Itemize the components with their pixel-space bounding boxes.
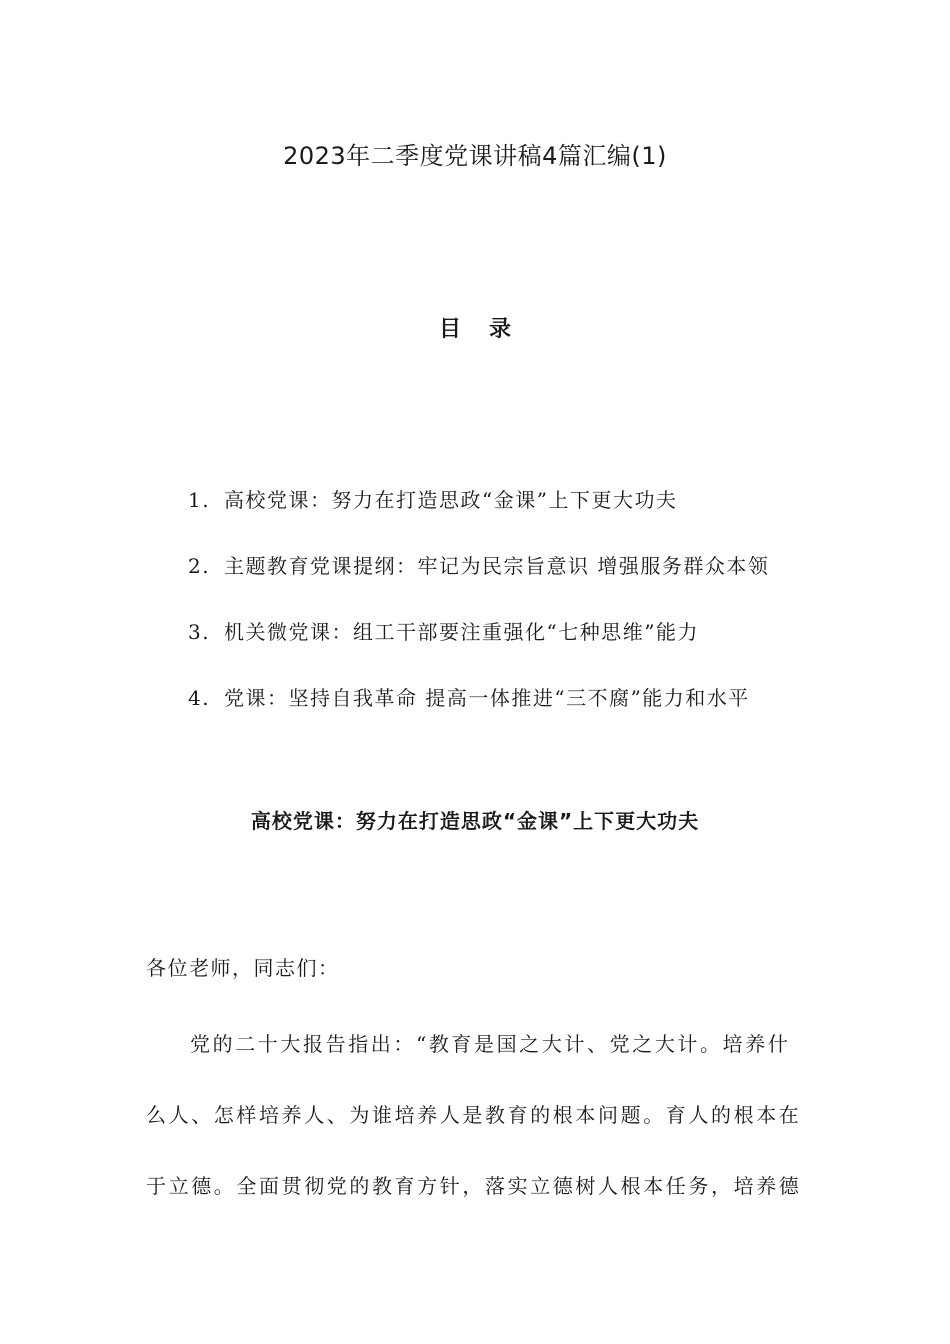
toc-item bbox=[188, 682, 828, 748]
body-paragraph bbox=[146, 1028, 802, 1241]
body-line: 么人、怎样培养人、为谁培养人是教育的根本问题。育人的根本在 bbox=[146, 1103, 802, 1127]
toc-item-number: 2. bbox=[188, 554, 211, 578]
body-line: 党的二十大报告指出：“教育是国之大计、党之大计。培养什 bbox=[190, 1032, 791, 1056]
section-heading: 高校党课：努力在打造思政“金课”上下更大功夫 bbox=[250, 809, 700, 833]
body-line: 于立德。全面贯彻党的教育方针，落实立德树人根本任务，培养德 bbox=[146, 1174, 802, 1198]
toc-item-text: 机关微党课：组工干部要注重强化“七种思维”能力 bbox=[224, 620, 699, 644]
toc-item-number: 1. bbox=[188, 488, 211, 512]
toc-item bbox=[188, 484, 828, 550]
document-title: 2023年二季度党课讲稿4篇汇编(1) bbox=[283, 142, 667, 170]
toc-item-number: 3. bbox=[188, 620, 211, 644]
toc-item bbox=[188, 616, 828, 682]
toc-item-number: 4. bbox=[188, 686, 211, 710]
toc-item-text: 高校党课：努力在打造思政“金课”上下更大功夫 bbox=[224, 488, 678, 512]
toc-item-text: 主题教育党课提纲：牢记为民宗旨意识 增强服务群众本领 bbox=[224, 554, 770, 578]
toc-item bbox=[188, 550, 828, 616]
greeting: 各位老师，同志们： bbox=[146, 956, 340, 980]
toc-heading: 目录 bbox=[438, 317, 539, 342]
table-of-contents bbox=[188, 484, 828, 748]
toc-item-text: 党课：坚持自我革命 提高一体推进“三不腐”能力和水平 bbox=[224, 686, 750, 710]
